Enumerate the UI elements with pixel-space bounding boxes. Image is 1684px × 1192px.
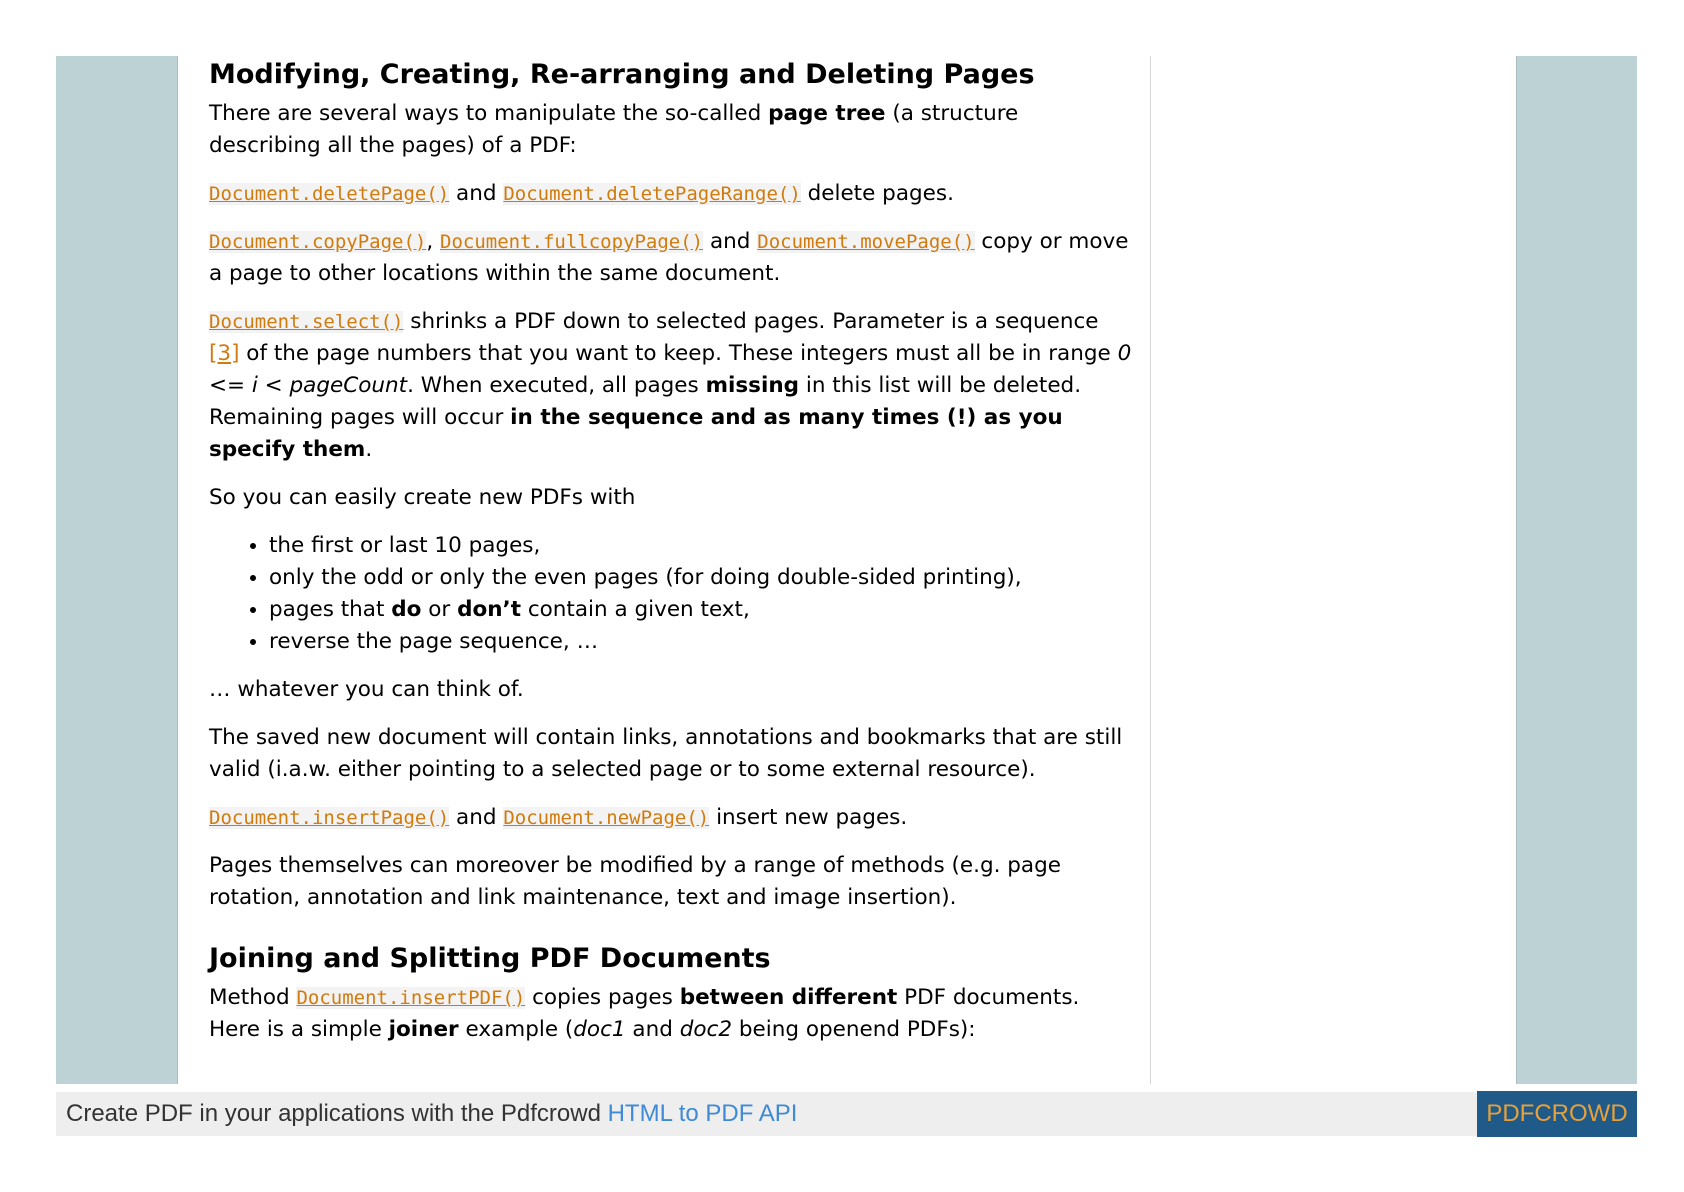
footer-text: Create PDF in your applications with the Pdfcrowd HTML to PDF API: [66, 1100, 798, 1127]
so-paragraph: So you can easily create new PDFs with: [209, 485, 636, 510]
method-paragraph: Method Document.insertPDF() copies pages between different PDF documents. Here is a simple joiner example (doc1 and doc2 being openend PDFs):: [209, 985, 1080, 1042]
list-item: • the first or last 10 pages,: [269, 530, 1134, 562]
intro-paragraph: There are several ways to manipulate the so-called page tree (a structure describing all the pages) of a PDF:: [209, 101, 1019, 158]
list-item: • only the odd or only the even pages (for doing double-sided printing),: [269, 562, 1134, 594]
content-divider: [1150, 56, 1151, 1084]
delete-paragraph: Document.deletePage() and Document.deletePageRange() delete pages.: [209, 181, 954, 206]
use-case-list: [209, 530, 1134, 658]
fullcopypage-link[interactable]: Document.fullcopyPage(): [440, 231, 704, 253]
select-paragraph: Document.select() shrinks a PDF down to selected pages. Parameter is a sequence [3] of the page numbers that you want to keep. These integers must all be in range 0 <= i < pageCount. When executed, all pages missing in this list will be deleted. Remaining pages will occur in the sequence and as many times (!) as you specify them.: [209, 309, 1132, 462]
insert-paragraph: Document.insertPage() and Document.newPage() insert new pages.: [209, 805, 908, 830]
main-content: [209, 56, 1134, 1062]
movepage-link[interactable]: Document.movePage(): [757, 231, 975, 253]
section-heading-pages: Modifying, Creating, Re-arranging and Deleting Pages: [209, 59, 1035, 90]
modify-paragraph: Pages themselves can moreover be modified by a range of methods (e.g. page rotation, annotation and link maintenance, text and image insertion).: [209, 853, 1061, 910]
copypage-link[interactable]: Document.copyPage(): [209, 231, 427, 253]
section-heading-joining: Joining and Splitting PDF Documents: [209, 943, 771, 974]
pdfcrowd-logo[interactable]: PDFCROWD: [1477, 1091, 1637, 1137]
left-sidebar: [56, 56, 178, 1084]
list-item: • reverse the page sequence, …: [269, 626, 1134, 658]
page-frame: [56, 56, 1637, 1084]
insertpage-link[interactable]: Document.insertPage(): [209, 807, 450, 829]
pdfcrowd-footer: [56, 1092, 1637, 1136]
footnote-ref-3[interactable]: [3]: [209, 341, 240, 366]
copy-paragraph: Document.copyPage(), Document.fullcopyPage() and Document.movePage() copy or move a page to other locations within the same document.: [209, 229, 1129, 286]
newpage-link[interactable]: Document.newPage(): [503, 807, 710, 829]
list-item: • pages that do or don’t contain a given text,: [269, 594, 1134, 626]
deletepagerange-link[interactable]: Document.deletePageRange(): [503, 183, 801, 205]
deletepage-link[interactable]: Document.deletePage(): [209, 183, 450, 205]
insertpdf-link[interactable]: Document.insertPDF(): [296, 987, 526, 1009]
right-sidebar: [1516, 56, 1637, 1084]
saved-paragraph: The saved new document will contain links, annotations and bookmarks that are still valid (i.a.w. either pointing to a selected page or to some external resource).: [209, 725, 1123, 782]
whatever-paragraph: … whatever you can think of.: [209, 677, 524, 702]
select-link[interactable]: Document.select(): [209, 311, 404, 333]
html-to-pdf-api-link[interactable]: HTML to PDF API: [607, 1100, 798, 1127]
